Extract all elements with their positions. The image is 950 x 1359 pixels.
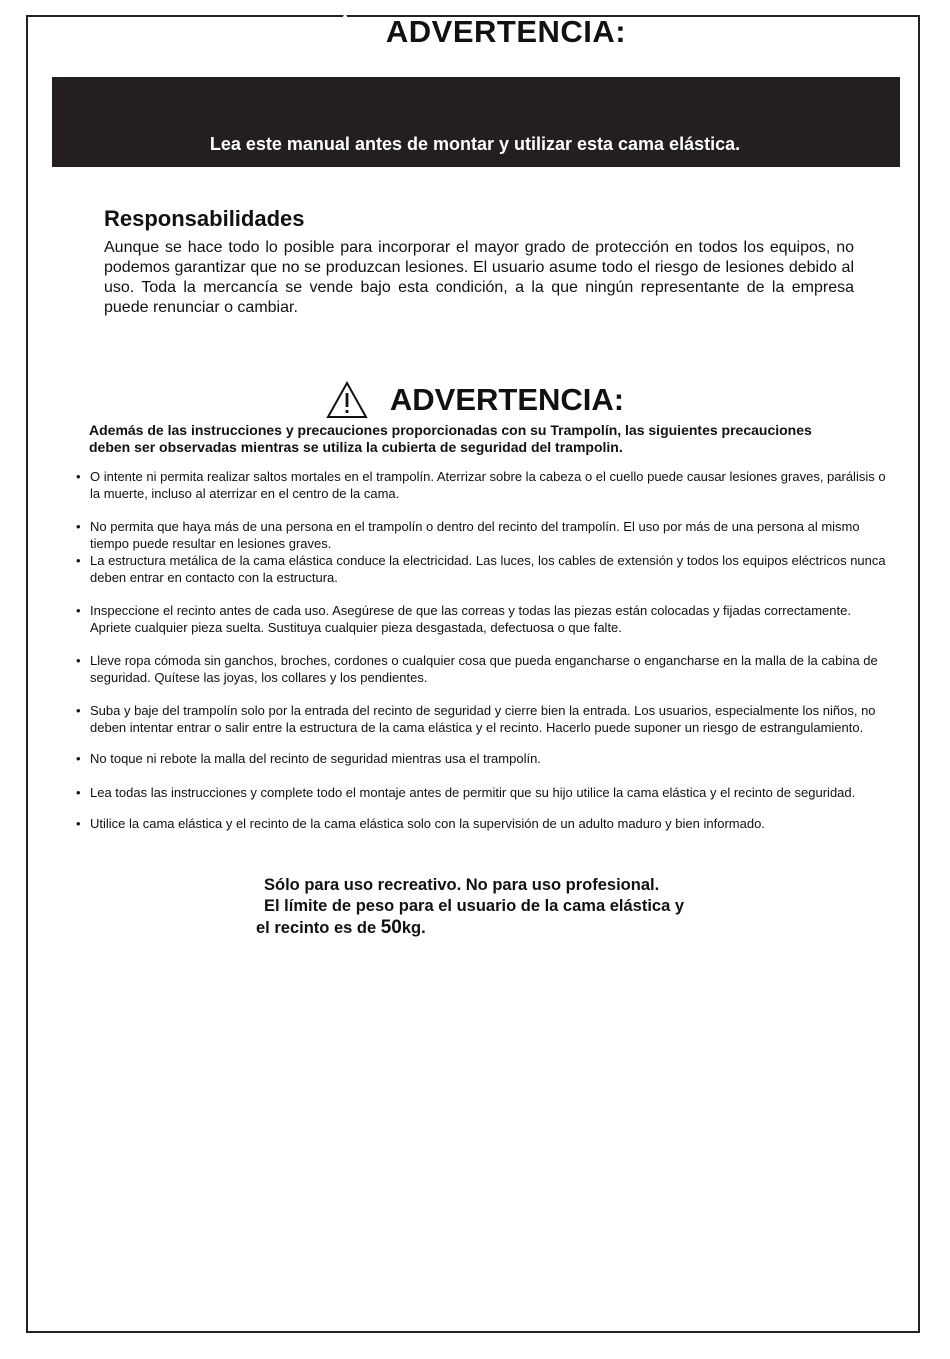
list-item-text: No permita que haya más de una persona en el trampolín o dentro del recinto del trampolín. El uso por más de una persona al mismo tiempo puede resultar en lesiones graves. xyxy=(90,519,860,551)
list-item xyxy=(76,702,890,736)
responsibilities-body: Aunque se hace todo lo posible para incorporar el mayor grado de protección en todos los equipos, no podemos garantizar que no se produzcan lesiones. El usuario asume todo el riesgo de lesiones debido al uso. Toda la mercancía se vende bajo esta condición, a la que ningún representante de la empresa puede renunciar o cambiar. xyxy=(104,239,854,316)
bullet-marker: • xyxy=(76,785,81,800)
warning-triangle-icon xyxy=(326,381,368,419)
list-item-text: La estructura metálica de la cama elástica conduce la electricidad. Las luces, los cables de extensión y todos los equipos eléctricos nunca deben entrar en contacto con la estructura. xyxy=(90,553,886,585)
list-item xyxy=(76,552,890,586)
list-item-text: Inspeccione el recinto antes de cada uso. Asegúrese de que las correas y todas las piezas están colocadas y fijadas correctamente. Apriete cualquier pieza suelta. Sustituya cualquier pieza desgastada, defectuosa o que falte. xyxy=(90,603,851,635)
warning-title: ADVERTENCIA: xyxy=(389,381,625,417)
warning-intro: Además de las instrucciones y precauciones proporcionadas con su Trampolín, las siguientes precauciones deben ser observadas mientras se utiliza la cubierta de seguridad del trampolin. xyxy=(89,422,812,455)
list-item xyxy=(76,518,890,552)
warning-heading xyxy=(0,380,950,419)
list-item-text: Lleve ropa cómoda sin ganchos, broches, cordones o cualquier cosa que pueda engancharse o engancharse en la malla de la cabina de seguridad. Quítese las joyas, los collares y los pendientes. xyxy=(90,653,878,685)
weight-limit-line xyxy=(256,917,684,939)
list-item xyxy=(76,750,890,767)
bullet-marker: • xyxy=(76,553,81,568)
bullet-marker: • xyxy=(76,751,81,766)
weight-unit: kg. xyxy=(401,919,426,937)
list-item-text: Lea todas las instrucciones y complete todo el montaje antes de permitir que su hijo utilice la cama elástica y el recinto de seguridad. xyxy=(90,785,856,800)
list-item xyxy=(76,652,890,686)
warning-triangle-icon xyxy=(324,13,366,51)
bullet-marker: • xyxy=(76,703,81,718)
responsibilities-title: Responsabilidades xyxy=(104,206,305,231)
list-item-text: Utilice la cama elástica y el recinto de la cama elástica solo con la supervisión de un adulto maduro y bien informado. xyxy=(90,816,765,831)
list-item xyxy=(76,815,890,832)
list-item-text: O intente ni permita realizar saltos mortales en el trampolín. Aterrizar sobre la cabeza o el cuello puede causar lesiones graves, parálisis o la muerte, incluso al aterrizar en el centro de la cama. xyxy=(90,469,886,501)
banner-title: ADVERTENCIA: xyxy=(385,13,627,49)
weight-limit-notice: El límite de peso para el usuario de la cama elástica y xyxy=(264,897,685,915)
list-item xyxy=(76,602,890,636)
weight-value: 50 xyxy=(380,917,402,938)
weight-limit-prefix: el recinto es de xyxy=(256,919,381,937)
bullet-marker: • xyxy=(76,469,81,484)
bullet-marker: • xyxy=(76,603,81,618)
list-item-text: No toque ni rebote la malla del recinto de seguridad mientras usa el trampolín. xyxy=(90,751,541,766)
usage-notice xyxy=(256,875,684,939)
responsibilities-section xyxy=(104,206,854,318)
bullet-marker: • xyxy=(76,653,81,668)
bullet-marker: • xyxy=(76,816,81,831)
list-item xyxy=(76,468,890,502)
banner-heading xyxy=(0,12,950,51)
bullet-marker: • xyxy=(76,519,81,534)
precautions-list xyxy=(76,468,890,832)
list-item xyxy=(76,784,890,801)
list-item-text: Suba y baje del trampolín solo por la entrada del recinto de seguridad y cierre bien la entrada. Los usuarios, especialmente los niños, no deben intentar entrar o salir entre la estructura de la cama elástica y el recinto. Hacerlo puede suponer un riesgo de estrangulamiento. xyxy=(90,703,876,735)
banner-subtitle: Lea este manual antes de montar y utilizar esta cama elástica. xyxy=(209,134,741,154)
recreational-use-notice: Sólo para uso recreativo. No para uso profesional. xyxy=(264,876,660,894)
